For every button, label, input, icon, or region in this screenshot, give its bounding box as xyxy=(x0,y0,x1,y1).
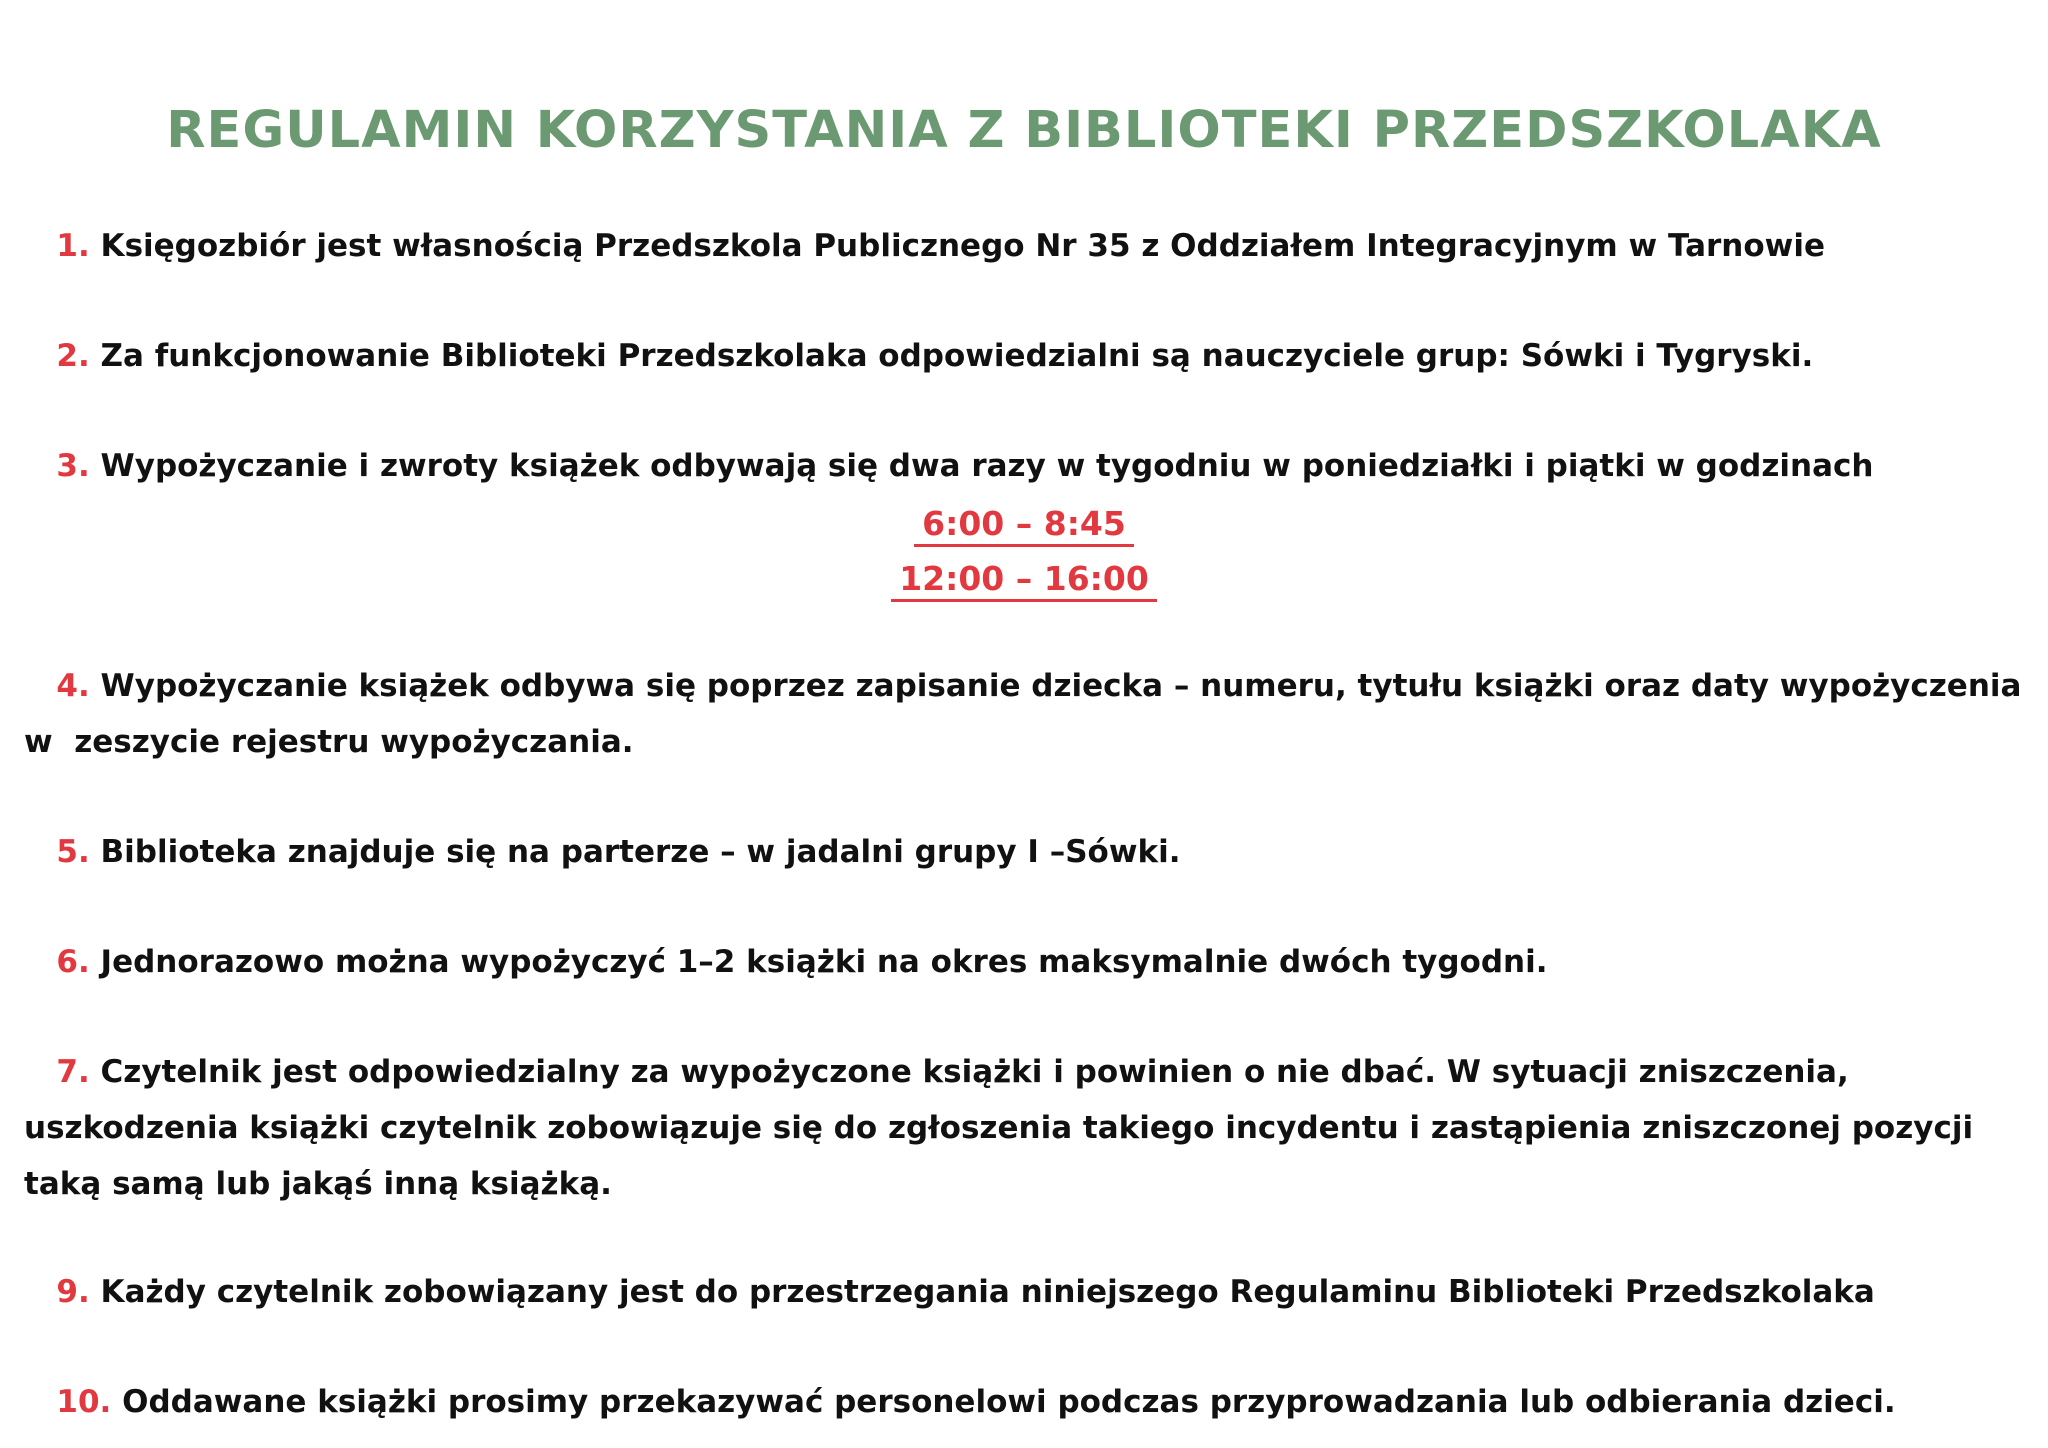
rule-text: Jednorazowo można wypożyczyć 1–2 książki na okres maksymalnie dwóch tygodni. xyxy=(100,944,1548,980)
hours-afternoon xyxy=(0,559,2048,602)
rule-item-2: ​ 2. Za funkcjonowanie Biblioteki Przedszkolaka odpowiedzialni są nauczyciele grup: Sówki i Tygryski. xyxy=(24,338,1814,374)
rule-number: 9. xyxy=(56,1274,90,1310)
rule-text: Wypożyczanie i zwroty książek odbywają się dwa razy w tygodniu w poniedziałki i piątki w godzinach xyxy=(100,448,1874,484)
rule-item-10: ​ 10. Oddawane książki prosimy przekazywać personelowi podczas przyprowadzania lub odbierania dzieci. xyxy=(24,1384,1896,1420)
rule-text: Każdy czytelnik zobowiązany jest do przestrzegania niniejszego Regulaminu Biblioteki Przedszkolaka xyxy=(100,1274,1875,1310)
rule-item-6: ​ 6. Jednorazowo można wypożyczyć 1–2 książki na okres maksymalnie dwóch tygodni. xyxy=(24,944,1548,980)
rule-text: Księgozbiór jest własnością Przedszkola Publicznego Nr 35 z Oddziałem Integracyjnym w Tarnowie xyxy=(100,228,1825,264)
rule-text: Czytelnik jest odpowiedzialny za wypożyczone książki i powinien o nie dbać. W sytuacji zniszczenia, uszkodzenia książki czytelnik zobowiązuje się do zgłoszenia takiego incydentu i zastąpienia zniszczonej pozycji taką samą lub jakąś inną książką. xyxy=(24,1054,1984,1202)
rule-item-9: ​ 9. Każdy czytelnik zobowiązany jest do przestrzegania niniejszego Regulaminu Biblioteki Przedszkolaka xyxy=(24,1274,1875,1310)
rule-text: Za funkcjonowanie Biblioteki Przedszkolaka odpowiedzialni są nauczyciele grup: Sówki i Tygryski. xyxy=(100,338,1814,374)
rule-number: 5. xyxy=(56,834,90,870)
rule-number: 3. xyxy=(56,448,90,484)
rule-item-5: ​ 5. Biblioteka znajduje się na parterze – w jadalni grupy I –Sówki. xyxy=(24,834,1181,870)
hours-afternoon-text: 12:00 – 16:00 xyxy=(891,562,1157,602)
page-title: REGULAMIN KORZYSTANIA Z BIBLIOTEKI PRZEDSZKOLAKA xyxy=(166,101,1882,160)
hours-morning xyxy=(0,504,2048,547)
rule-text: Oddawane książki prosimy przekazywać personelowi podczas przyprowadzania lub odbierania dzieci. xyxy=(122,1384,1896,1420)
rule-item-1: ​ 1. Księgozbiór jest własnością Przedszkola Publicznego Nr 35 z Oddziałem Integracyjnym w Tarnowie xyxy=(24,228,1825,264)
rule-text: Wypożyczanie książek odbywa się poprzez zapisanie dziecka – numeru, tytułu książki oraz daty wypożyczenia w zeszycie rejestru wypożyczania. xyxy=(24,668,2033,760)
rule-item-3: ​ 3. Wypożyczanie i zwroty książek odbywają się dwa razy w tygodniu w poniedziałki i piątki w godzinach xyxy=(24,448,1874,484)
rule-number: 7. xyxy=(56,1054,90,1090)
rule-number: 2. xyxy=(56,338,90,374)
rule-text: Biblioteka znajduje się na parterze – w jadalni grupy I –Sówki. xyxy=(100,834,1181,870)
rule-number: 1. xyxy=(56,228,90,264)
rule-number: 4. xyxy=(56,668,90,704)
hours-morning-text: 6:00 – 8:45 xyxy=(914,507,1134,547)
rule-item-4: ​ 4. Wypożyczanie książek odbywa się poprzez zapisanie dziecka – numeru, tytułu książki oraz daty wypożyczenia w zeszycie rejestru wypożyczania. xyxy=(24,668,2033,760)
rule-number: 10. xyxy=(56,1384,112,1420)
rule-number: 6. xyxy=(56,944,90,980)
rule-item-7: ​ 7. Czytelnik jest odpowiedzialny za wypożyczone książki i powinien o nie dbać. W sytuacji zniszczenia, uszkodzenia książki czytelnik zobowiązuje się do zgłoszenia takiego incydentu i zastąpienia zniszczonej pozycji taką samą lub jakąś inną książką. xyxy=(24,1054,1984,1202)
